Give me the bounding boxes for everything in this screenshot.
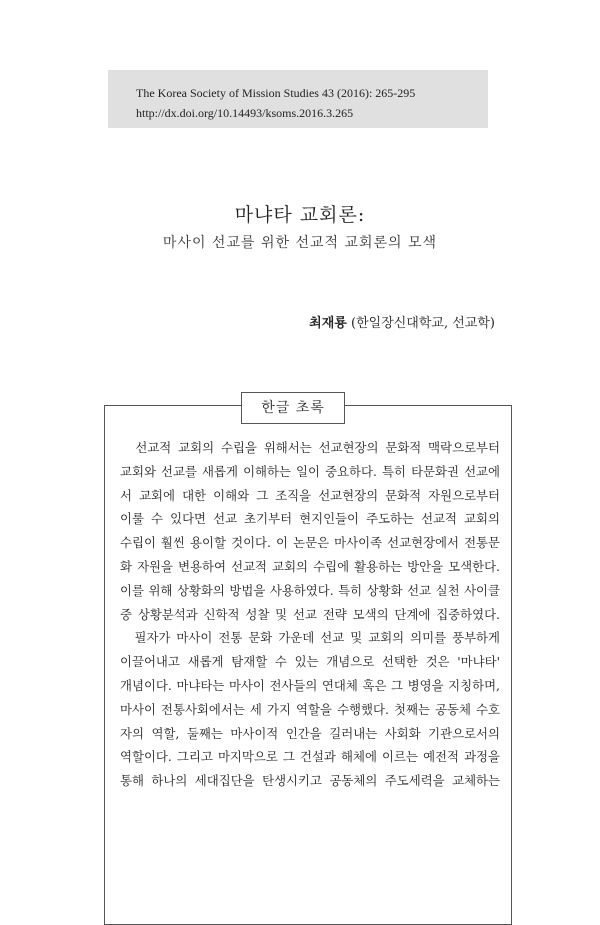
abstract-line: 역할이다. 그리고 마지막으로 그 건설과 해체에 이르는 예전적 과정을 [120,749,500,765]
abstract-line: 필자가 마사이 전통 문화 가운데 선교 및 교회의 의미를 풍부하게 [120,630,500,646]
abstract-line: 화 자원을 변용하여 선교적 교회의 수립에 활용하는 방안을 모색한다. [120,558,500,574]
doi-link[interactable]: http://dx.doi.org/10.14493/ksoms.2016.3.265 [136,106,354,120]
abstract-line: 통해 하나의 세대집단을 탄생시키고 공동체의 주도세력을 교체하는 [120,773,500,789]
abstract-line: 교회와 선교를 새롭게 이해하는 일이 중요하다. 특히 타문화권 선교에 [120,463,500,479]
abstract-line: 서 교회에 대한 이해와 그 조직을 선교현장의 문화적 자원으로부터 [120,487,500,503]
abstract-label: 한글 초록 [241,392,345,424]
abstract-line: 선교적 교회의 수립을 위해서는 선교현장의 문화적 맥락으로부터 [120,440,500,455]
journal-info-box [108,70,488,128]
journal-citation: The Korea Society of Mission Studies 43 (2016): 265-295 [136,86,416,100]
abstract-line: 수립이 훨씬 용이할 것이다. 이 논문은 마사이족 선교현장에서 전통문 [120,535,500,551]
author-name: 최재룡 [309,316,347,331]
abstract-line: 이끌어내고 새롭게 탐재할 수 있는 개념으로 선택한 것은 '마냐타' [120,654,500,670]
author-line [309,312,495,331]
author-affiliation: (한일장신대학교, 선교학) [351,316,495,331]
abstract-line: 이룰 수 있다면 선교 초기부터 현지인들이 주도하는 선교적 교회의 [120,511,500,527]
abstract-line: 마사이 전통사회에서는 세 가지 역할을 수행했다. 첫째는 공동체 수호 [120,701,500,717]
paper-title: 마냐타 교회론: [234,204,366,226]
abstract-line: 이를 위해 상황화의 방법을 사용하였다. 특히 상황화 선교 실천 사이클 [120,582,500,598]
abstract-line: 자의 역할, 둘째는 마사이적 인간을 길러내는 사회화 기관으로서의 [120,725,500,741]
paper-subtitle: 마사이 선교를 위한 선교적 교회론의 모색 [162,235,438,251]
abstract-text [120,436,500,793]
abstract-line: 중 상황분석과 신학적 성찰 및 선교 전략 모색의 단계에 집중하였다. [120,606,500,622]
abstract-line: 개념이다. 마냐타는 마사이 전사들의 연대체 혹은 그 병영을 지칭하며, [120,677,500,693]
